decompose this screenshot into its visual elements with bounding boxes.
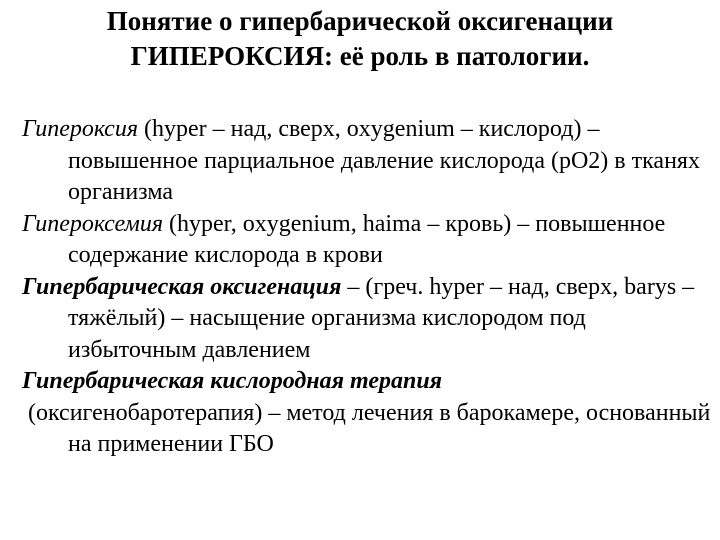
definition-term: Гипероксия — [22, 116, 138, 142]
title-line-1: Понятие о гипербарической оксигенации — [106, 6, 614, 36]
definitions-list — [22, 114, 712, 461]
definition-term: Гипербарическая кислородная терапия — [22, 368, 443, 394]
definition-text: (hyper, oxygenium, haima – кровь) – повышенное содержание кислорода в крови — [68, 210, 666, 268]
definition-text: – (греч. hyper – над, сверх, barys – тяжёлый) – насыщение организма кислородом под избыточным давлением — [68, 273, 695, 363]
definition-term: Гипербарическая оксигенация — [22, 273, 342, 300]
definition-oxygenobarotherapy — [22, 398, 712, 461]
definition-hyperoxia — [22, 114, 712, 209]
definition-hyperbaric-oxygen-therapy — [22, 366, 712, 398]
title-line-2: ГИПЕРОКСИЯ: её роль в патологии. — [130, 41, 590, 71]
slide-title — [0, 4, 720, 74]
definition-term: Гипероксемия — [22, 210, 164, 237]
definition-text: (hyper – над, сверх, oxygenium – кислород) – повышенное парциальное давление кислорода (pO2) в тканях организма — [68, 116, 700, 205]
definition-text: (оксигенобаротерапия) – метод лечения в барокамере, основанный на применении ГБО — [28, 399, 711, 457]
definition-hyperbaric-oxygenation — [22, 272, 712, 367]
definition-hyperoxemia — [22, 209, 712, 272]
